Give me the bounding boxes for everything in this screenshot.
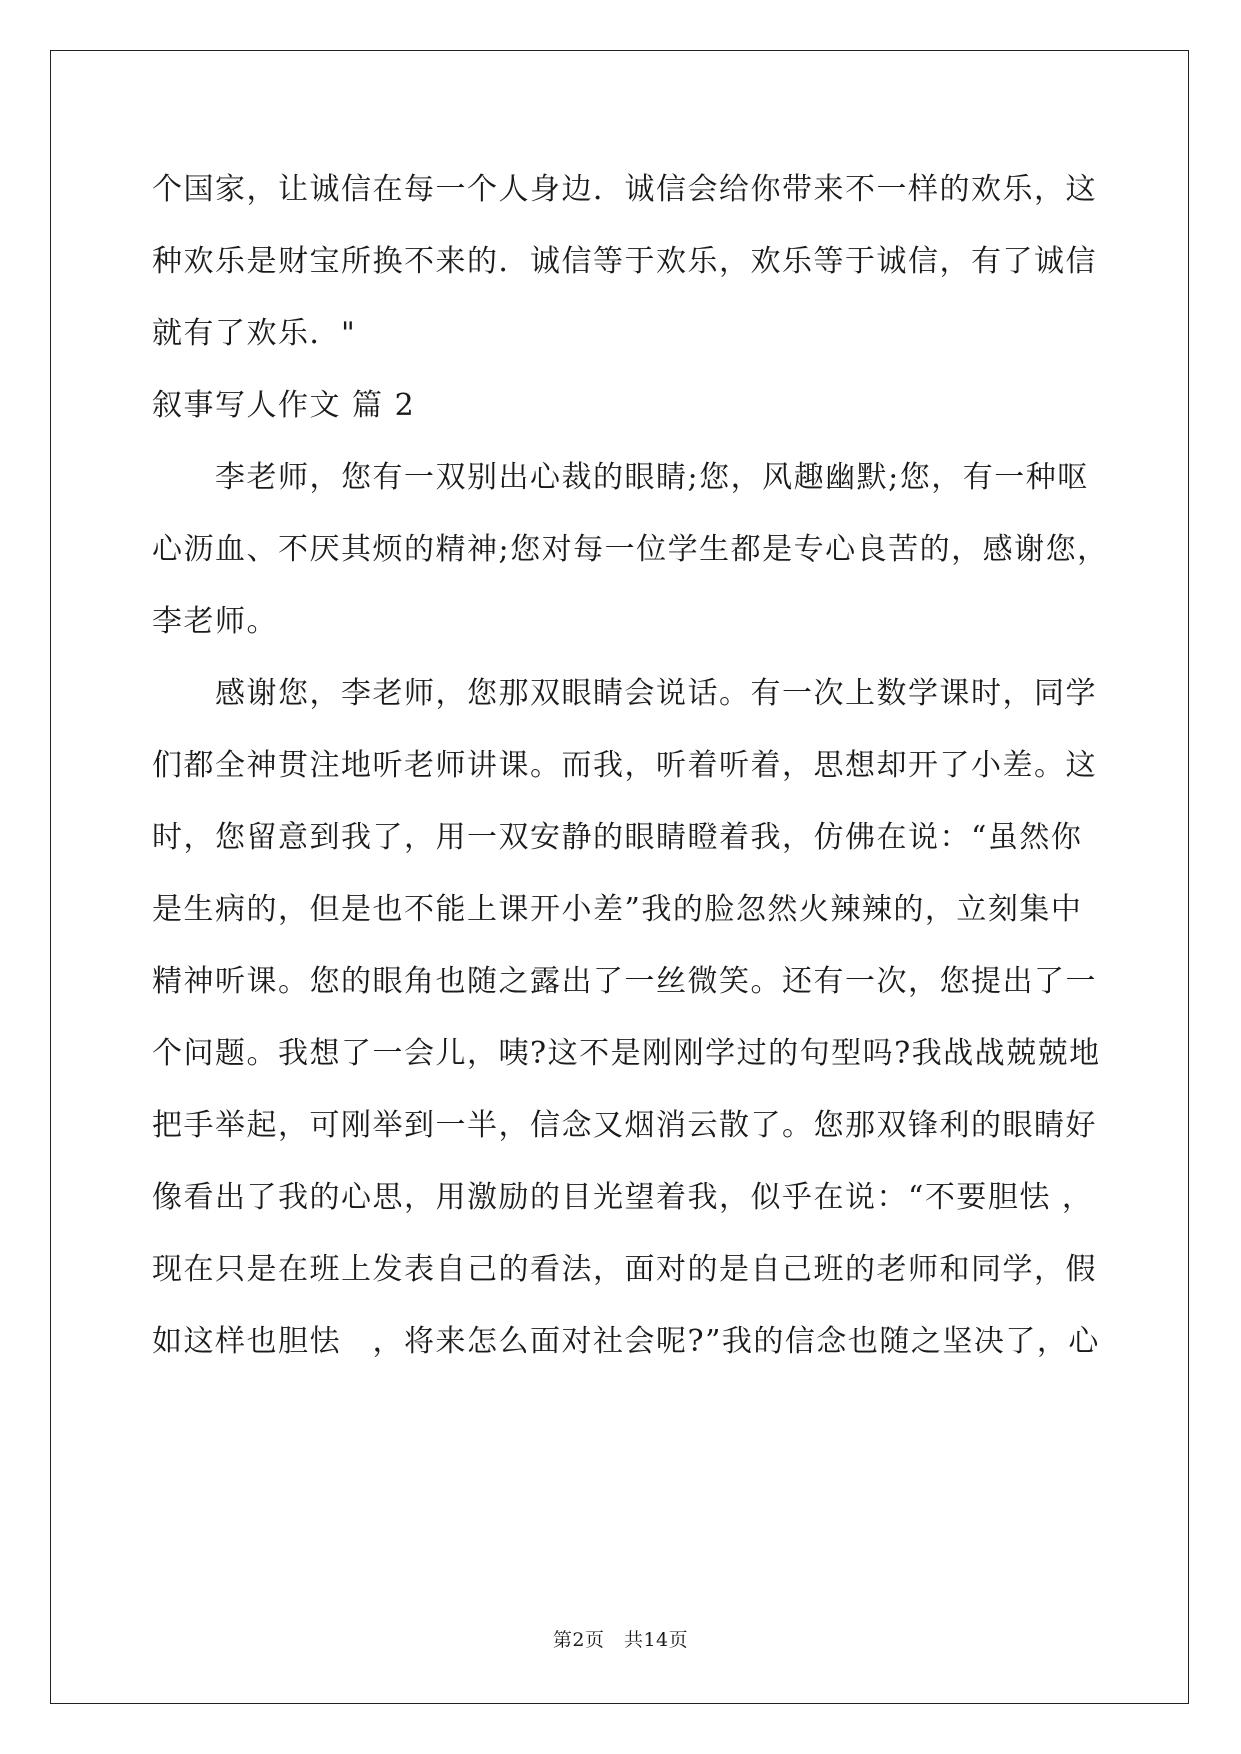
- page-footer: [0, 1628, 1241, 1652]
- text-line: 如这样也胆怯 ，将来怎么面对社会呢?”我的信念也随之坚决了，心: [152, 1324, 1100, 1359]
- text-line: 现在只是在班上发表自己的看法，面对的是自己班的老师和同学，假: [152, 1252, 1097, 1287]
- text-line: 们都全神贯注地听老师讲课。而我，听着听着，思想却开了小差。这: [152, 748, 1097, 783]
- text-line: 把手举起，可刚举到一半，信念又烟消云散了。您那双锋利的眼睛好: [152, 1108, 1097, 1143]
- text-line: 精神听课。您的眼角也随之露出了一丝微笑。还有一次，您提出了一: [152, 964, 1097, 999]
- text-line: 个国家，让诚信在每一个人身边．诚信会给你带来不一样的欢乐，这: [152, 172, 1097, 207]
- text-line: 李老师，您有一双别出心裁的眼睛;您，风趣幽默;您，有一种呕: [152, 460, 1089, 495]
- text-line: 时，您留意到我了，用一双安静的眼睛瞪着我，仿佛在说：“虽然你: [152, 820, 1083, 855]
- text-line: 种欢乐是财宝所换不来的．诚信等于欢乐，欢乐等于诚信，有了诚信: [152, 244, 1097, 279]
- text-line: 个问题。我想了一会儿，咦?这不是刚刚学过的句型吗?我战战兢兢地: [152, 1036, 1101, 1071]
- text-line: 是生病的，但是也不能上课开小差”我的脸忽然火辣辣的，立刻集中: [152, 892, 1083, 927]
- page-number: 第2页 共14页: [552, 1629, 689, 1651]
- section-heading: 叙事写人作文 篇 2: [152, 388, 416, 423]
- text-line: 感谢您，李老师，您那双眼睛会说话。有一次上数学课时，同学: [152, 676, 1097, 711]
- text-line: 心沥血、不厌其烦的精神;您对每一位学生都是专心良苦的，感谢您，: [152, 532, 1109, 567]
- text-line: 就有了欢乐．": [152, 316, 357, 351]
- page-border: [50, 50, 1189, 1704]
- text-line: 像看出了我的心思，用激励的目光望着我，似乎在说：“不要胆怯 ，: [152, 1180, 1094, 1215]
- text-line: 李老师。: [152, 604, 278, 639]
